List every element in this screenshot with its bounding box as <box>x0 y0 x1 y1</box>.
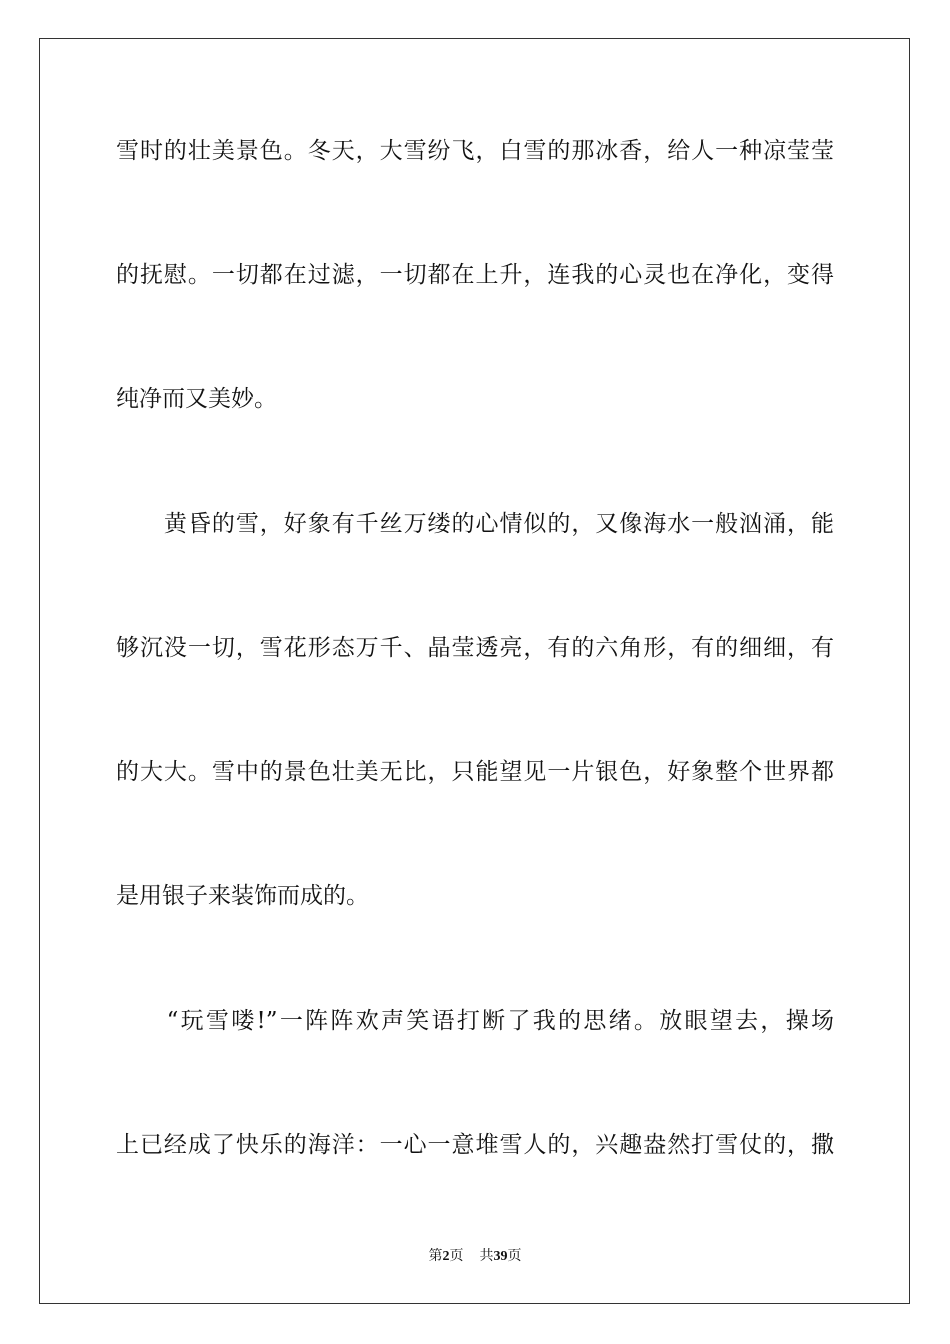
body-text-line: 是用银子来装饰而成的。 <box>116 883 369 909</box>
total-label-suffix: 页 <box>507 1248 522 1264</box>
body-text-line: 雪时的壮美景色。冬天，大雪纷飞，白雪的那冰香，给人一种凉莹莹 <box>116 138 834 164</box>
page-label-suffix: 页 <box>449 1248 464 1264</box>
total-page-count: 39 <box>493 1249 508 1264</box>
body-text-line: 的抚慰。一切都在过滤，一切都在上升，连我的心灵也在净化，变得 <box>116 262 834 288</box>
body-text-line: 的大大。雪中的景色壮美无比，只能望见一片银色，好象整个世界都 <box>116 759 834 785</box>
current-page-number: 2 <box>442 1249 450 1264</box>
body-text-line: 黄昏的雪，好象有千丝万缕的心情似的，又像海水一般汹涌，能 <box>116 511 834 537</box>
body-text-line: 够沉没一切，雪花形态万千、晶莹透亮，有的六角形，有的细细，有 <box>116 635 834 661</box>
body-text-line: “玩雪喽!”一阵阵欢声笑语打断了我的思绪。放眼望去，操场 <box>116 1008 834 1034</box>
body-text-line: 上已经成了快乐的海洋：一心一意堆雪人的，兴趣盎然打雪仗的，撒 <box>116 1132 834 1158</box>
page-border <box>39 38 910 1304</box>
body-text-line: 纯净而又美妙。 <box>116 386 277 412</box>
page-footer <box>0 1246 950 1267</box>
page-label-prefix: 第 <box>428 1248 443 1264</box>
total-label-prefix: 共 <box>479 1248 494 1264</box>
